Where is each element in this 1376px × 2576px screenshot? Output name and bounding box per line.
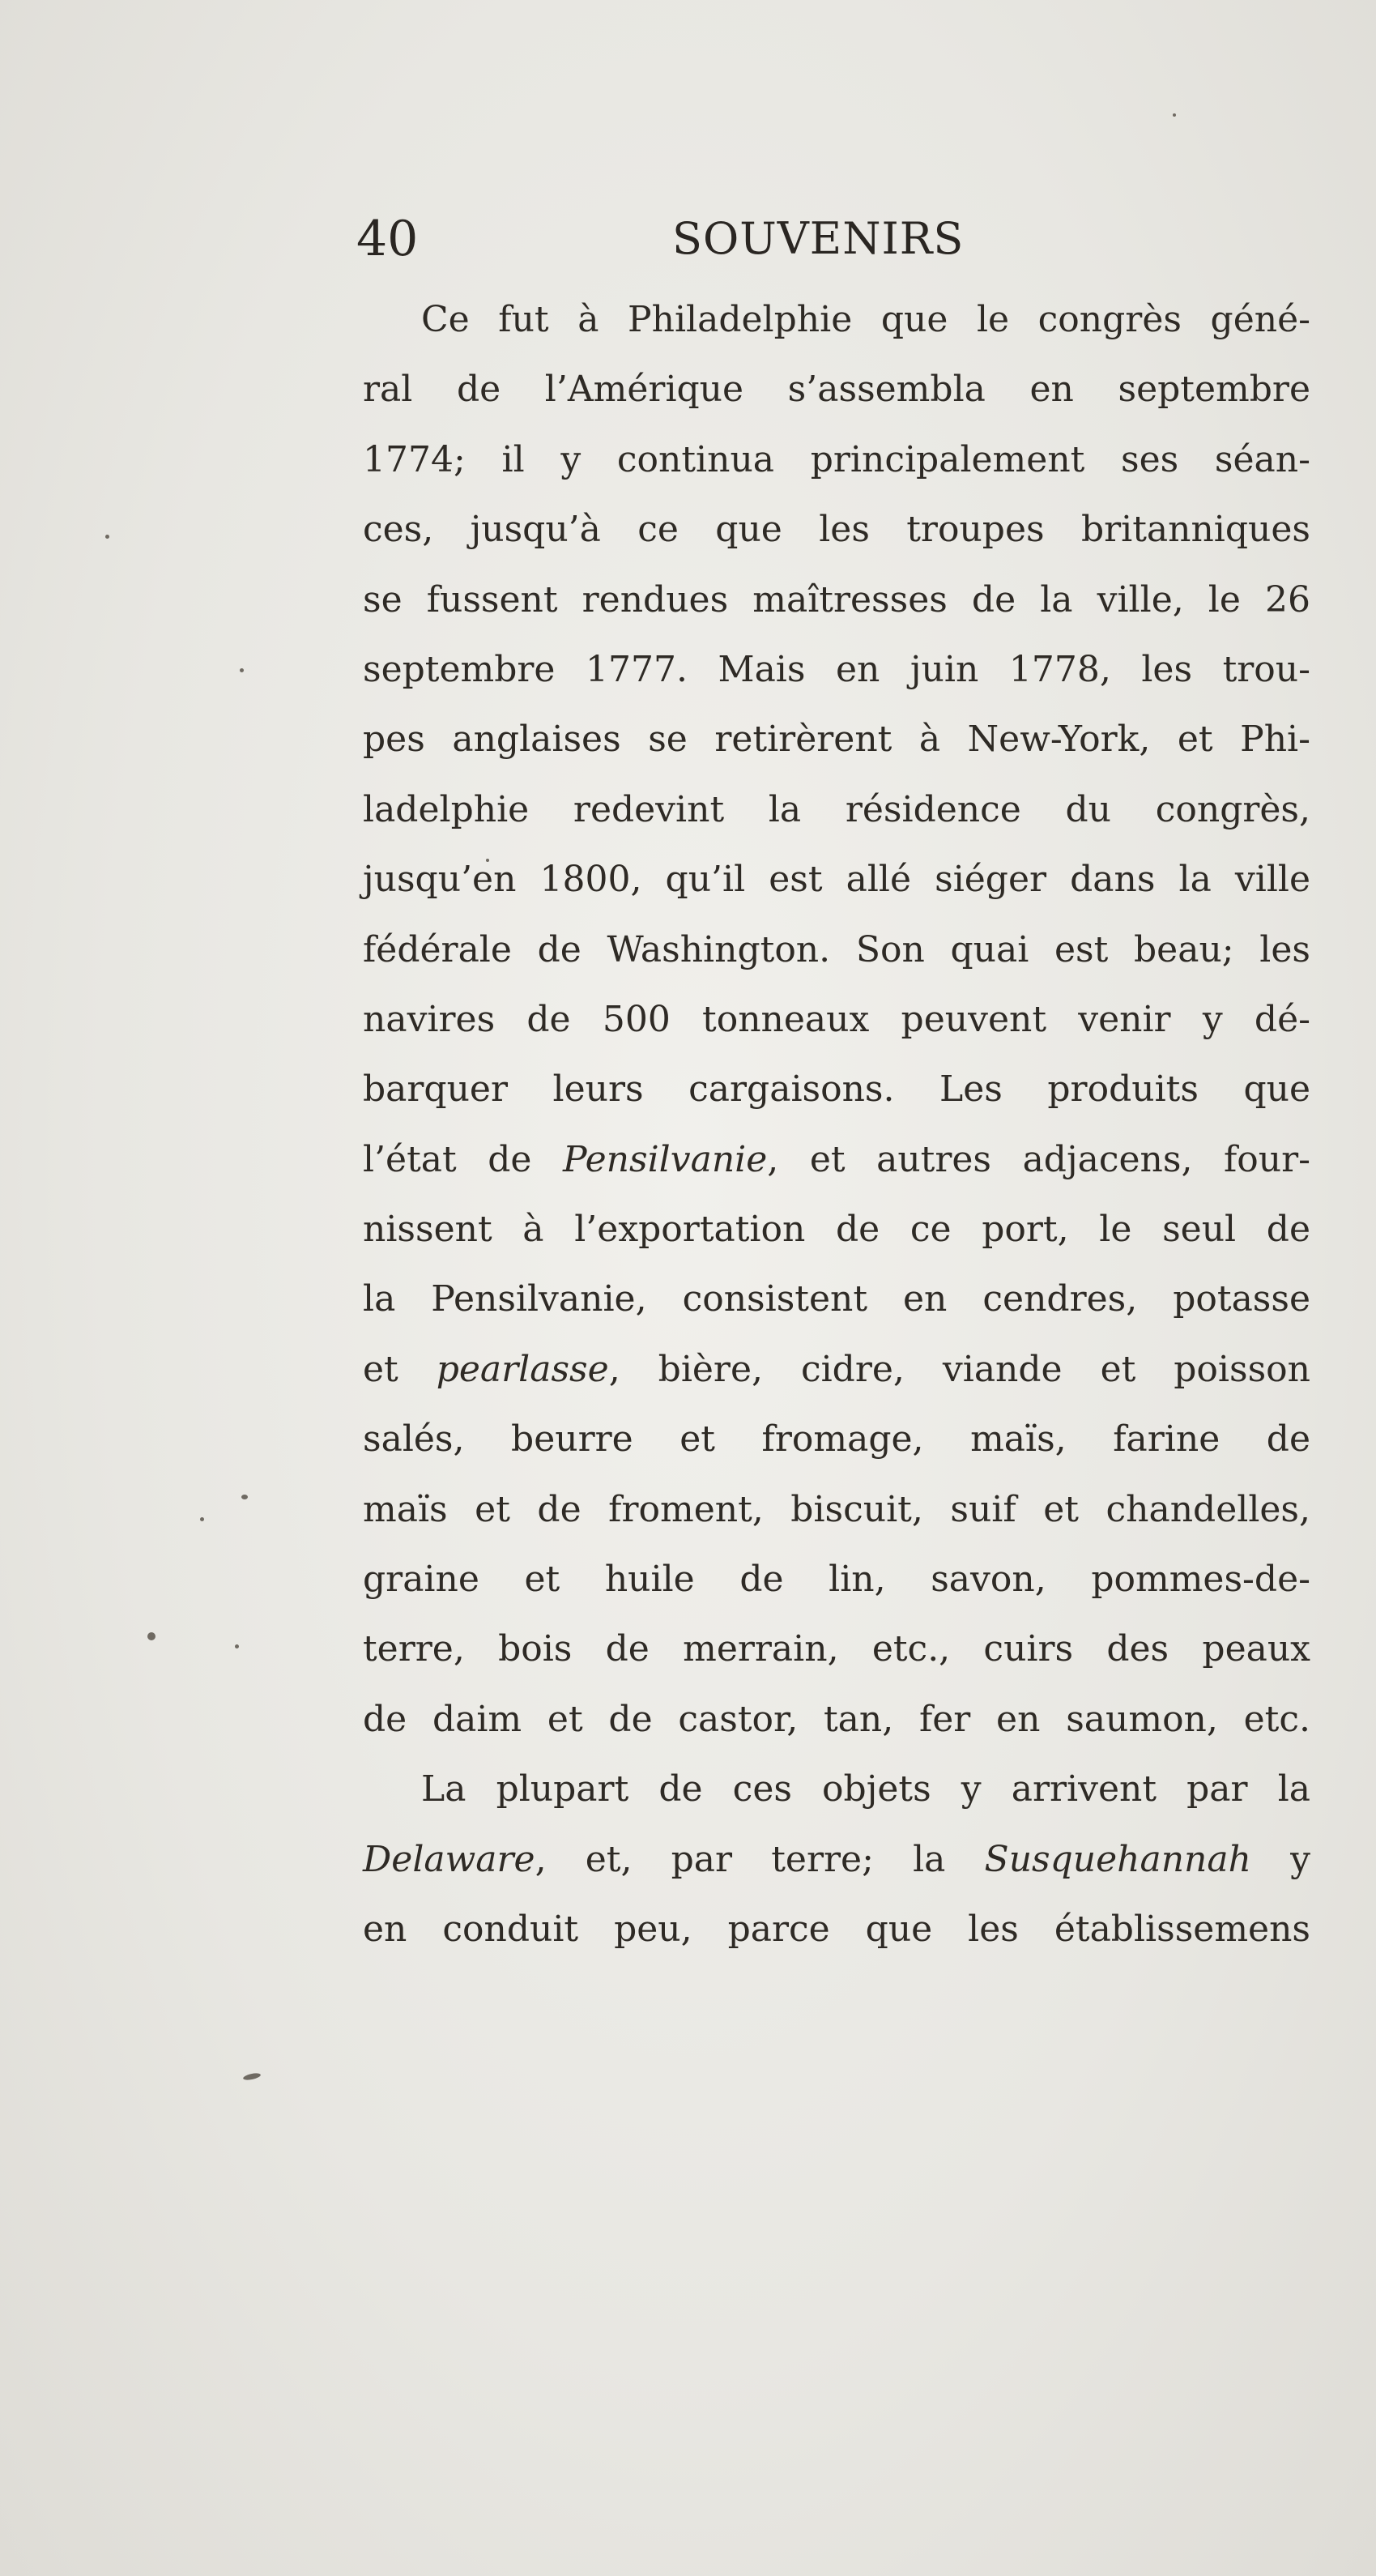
italic-term: Pensilvanie bbox=[563, 1138, 768, 1180]
text-line: se fussent rendues maîtresses de la ville, le 26 bbox=[363, 578, 1310, 621]
paper-speck bbox=[240, 668, 244, 672]
text-line: pes anglaises se retirèrent à New-York, et Phi- bbox=[363, 719, 1310, 761]
paper-speck bbox=[200, 1517, 204, 1521]
italic-term: Susquehannah bbox=[984, 1838, 1251, 1880]
paper-speck bbox=[235, 1644, 239, 1648]
paper-speck bbox=[147, 1632, 155, 1640]
text-line: ladelphie redevint la résidence du congrès, bbox=[363, 788, 1310, 830]
paper-speck bbox=[241, 1495, 248, 1499]
text-line: graine et huile de lin, savon, pommes-de- bbox=[363, 1559, 1310, 1601]
text-line: l’état de Pensilvanie, et autres adjacens, four- bbox=[363, 1138, 1310, 1180]
text-line: septembre 1777. Mais en juin 1778, les trou- bbox=[363, 648, 1310, 690]
text-line: maïs et de froment, biscuit, suif et chandelles, bbox=[363, 1488, 1310, 1530]
text-line: salés, beurre et fromage, maïs, farine de bbox=[363, 1418, 1310, 1461]
text-line: fédérale de Washington. Son quai est beau; les bbox=[363, 928, 1310, 970]
running-title: SOUVENIRS bbox=[672, 213, 965, 264]
text-line: terre, bois de merrain, etc., cuirs des peaux bbox=[363, 1628, 1310, 1670]
page-header bbox=[356, 207, 1316, 271]
paper-speck bbox=[105, 535, 109, 539]
text-line: La plupart de ces objets y arrivent par la bbox=[421, 1768, 1310, 1810]
text-line: en conduit peu, parce que les établissemens bbox=[363, 1908, 1310, 1950]
text-line: Ce fut à Philadelphie que le congrès géné- bbox=[421, 299, 1310, 340]
text-line: ral de l’Amérique s’assembla en septembre bbox=[363, 369, 1310, 411]
text-line: navires de 500 tonneaux peuvent venir y dé- bbox=[363, 998, 1310, 1040]
text-line: de daim et de castor, tan, fer en saumon, etc. bbox=[363, 1698, 1310, 1740]
text-line: ces, jusqu’à ce que les troupes britanniques bbox=[363, 509, 1310, 551]
italic-term: Delaware bbox=[363, 1838, 535, 1880]
text-line: Delaware, et, par terre; la Susquehannah y bbox=[363, 1838, 1310, 1880]
text-line: jusqu’en 1800, qu’il est allé siéger dans la ville bbox=[363, 859, 1310, 901]
italic-term: pearlasse bbox=[436, 1348, 609, 1390]
paper-speck bbox=[1173, 113, 1176, 117]
text-line: 1774; il y continua principalement ses séan- bbox=[363, 438, 1310, 480]
text-line: et pearlasse, bière, cidre, viande et poisson bbox=[363, 1348, 1310, 1390]
page-number: 40 bbox=[356, 211, 419, 267]
text-line: barquer leurs cargaisons. Les produits que bbox=[363, 1068, 1310, 1111]
body-text bbox=[363, 285, 1310, 1964]
paper-speck bbox=[243, 2072, 262, 2081]
text-line: la Pensilvanie, consistent en cendres, potasse bbox=[363, 1278, 1310, 1320]
text-line: nissent à l’exportation de ce port, le seul de bbox=[363, 1209, 1310, 1251]
